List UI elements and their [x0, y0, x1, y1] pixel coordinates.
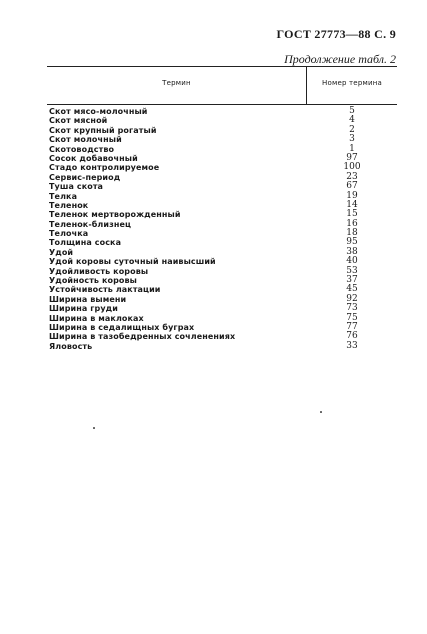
table-row [47, 201, 397, 210]
table-row [47, 163, 397, 172]
number-cell: 92 [346, 293, 358, 304]
table-row [47, 145, 397, 154]
number-cell: 67 [346, 181, 358, 192]
table-row [47, 285, 397, 294]
term-cell: Ширина в седалищных буграх [49, 322, 195, 332]
term-cell: Яловость [49, 341, 93, 351]
table-row [47, 332, 397, 341]
number-cell: 38 [346, 246, 358, 257]
terms-index-table [47, 66, 397, 351]
table-row [47, 116, 397, 125]
number-cell: 2 [349, 124, 355, 135]
table-row [47, 135, 397, 144]
table-row [47, 229, 397, 238]
table-row [47, 173, 397, 182]
table-row [47, 210, 397, 219]
term-cell: Толщина соска [49, 238, 122, 248]
scan-speck [320, 411, 322, 413]
number-cell: 37 [346, 275, 358, 286]
number-cell: 97 [346, 152, 358, 163]
number-cell: 40 [346, 256, 358, 267]
term-cell: Ширина вымени [49, 294, 127, 304]
term-cell: Теленок-близнец [49, 219, 132, 229]
number-cell: 100 [343, 162, 361, 173]
term-cell: Туша скота [49, 182, 104, 192]
term-cell: Телка [49, 191, 78, 201]
table-row [47, 276, 397, 285]
term-cell: Скотоводство [49, 144, 115, 154]
number-cell: 53 [346, 265, 358, 276]
table-row [47, 238, 397, 247]
term-cell: Скот крупный рогатый [49, 125, 157, 135]
term-cell: Ширина груди [49, 304, 118, 314]
table-row [47, 342, 397, 351]
term-cell: Скот молочный [49, 135, 122, 145]
number-cell: 1 [349, 143, 355, 154]
table-row [47, 304, 397, 313]
table-row [47, 182, 397, 191]
table-row [47, 257, 397, 266]
term-cell: Удой [49, 247, 74, 257]
column-header-number: Номер термина [322, 79, 382, 87]
number-cell: 19 [346, 190, 358, 201]
term-cell: Теленок [49, 200, 89, 210]
term-cell: Ширина в тазобедренных сочленениях [49, 332, 236, 342]
table-row [47, 248, 397, 257]
number-cell: 33 [346, 340, 358, 351]
term-cell: Теленок мертворожденный [49, 210, 181, 220]
table-row [47, 314, 397, 323]
column-header-term: Термин [162, 79, 191, 87]
table-header [47, 66, 397, 105]
term-cell: Скот мясной [49, 116, 108, 126]
term-cell: Сервис-период [49, 172, 121, 182]
table-row [47, 126, 397, 135]
table-row [47, 323, 397, 332]
term-cell: Удойность коровы [49, 276, 138, 286]
number-cell: 45 [346, 284, 358, 295]
number-cell: 76 [346, 331, 358, 342]
table-continuation-caption: Продолжение табл. 2 [284, 52, 396, 66]
table-row [47, 220, 397, 229]
number-cell: 5 [349, 106, 355, 116]
scan-speck [93, 427, 95, 429]
number-cell: 15 [346, 209, 358, 220]
term-cell: Стадо контролируемое [49, 163, 160, 173]
number-cell: 75 [346, 312, 358, 323]
number-cell: 3 [349, 134, 355, 145]
standard-code-header: ГОСТ 27773—88 С. 9 [276, 27, 396, 41]
term-cell: Телочка [49, 229, 89, 239]
term-cell: Сосок добавочный [49, 153, 138, 163]
number-cell: 14 [346, 199, 358, 210]
term-cell: Скот мясо-молочный [49, 107, 148, 116]
table-row [47, 107, 397, 116]
table-row [47, 295, 397, 304]
table-row [47, 192, 397, 201]
number-cell: 77 [346, 321, 358, 332]
term-cell: Устойчивость лактации [49, 285, 161, 295]
number-cell: 4 [349, 115, 355, 126]
number-cell: 95 [346, 237, 358, 248]
number-cell: 18 [346, 228, 358, 239]
number-cell: 23 [346, 171, 358, 182]
number-cell: 73 [346, 303, 358, 314]
term-cell: Удойливость коровы [49, 266, 149, 276]
term-cell: Ширина в маклоках [49, 313, 144, 323]
table-row [47, 267, 397, 276]
number-cell: 16 [346, 218, 358, 229]
table-body [47, 107, 397, 351]
term-cell: Удой коровы суточный наивысший [49, 257, 216, 267]
